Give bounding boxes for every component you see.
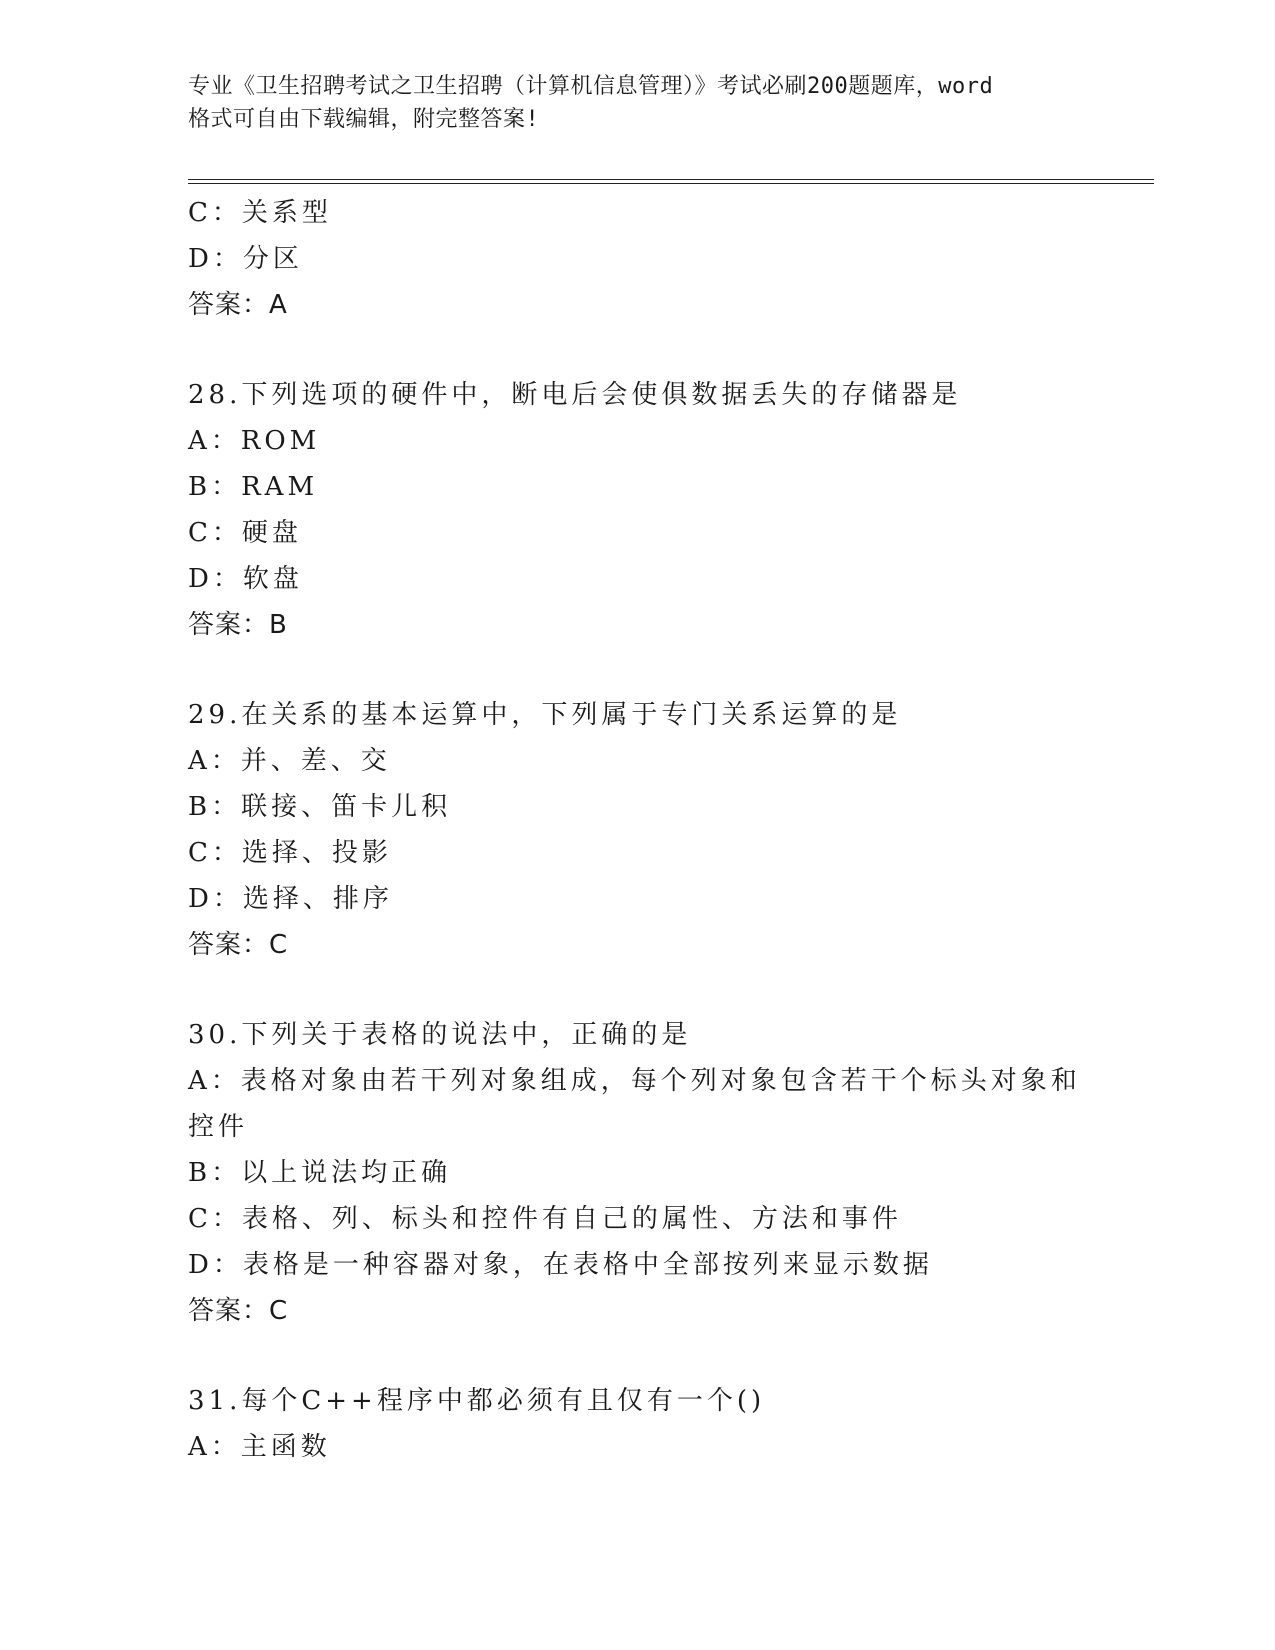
option-d: D：软盘 [188,564,303,594]
option-d: D：分区 [188,244,303,274]
header-divider-bottom [188,183,1154,184]
option-a: A：并、差、交 [188,746,391,776]
header-divider-top [188,179,1154,180]
question-block-29 [188,692,1088,968]
question-block-31 [188,1378,1088,1470]
option-a: A：主函数 [188,1432,331,1462]
option-d: D：选择、排序 [188,884,393,914]
option-b: B：以上说法均正确 [188,1158,452,1188]
option-a: A：表格对象由若干列对象组成，每个列对象包含若干个标头对象和控件 [188,1066,1081,1142]
option-c: C：硬盘 [188,518,302,548]
option-b: B：联接、笛卡儿积 [188,792,452,822]
option-c: C：选择、投影 [188,838,392,868]
question-block-partial [188,190,1088,328]
option-b: B：RAM [188,472,319,502]
option-d: D：表格是一种容器对象，在表格中全部按列来显示数据 [188,1250,933,1280]
answer-line: 答案：A [188,290,288,320]
question-stem: 30.下列关于表格的说法中，正确的是 [188,1020,692,1050]
answer-line: 答案：B [188,610,288,640]
header-line-1: 专业《卫生招聘考试之卫生招聘（计算机信息管理）》考试必刷200题题库，word [188,74,994,99]
option-c: C：关系型 [188,198,332,228]
document-header [188,70,1088,136]
question-stem: 29.在关系的基本运算中，下列属于专门关系运算的是 [188,700,902,730]
answer-line: 答案：C [188,930,289,960]
option-a: A：ROM [188,426,321,456]
question-stem: 28.下列选项的硬件中，断电后会使俱数据丢失的存储器是 [188,380,962,410]
question-list [188,190,1088,1470]
question-block-30 [188,1012,1088,1334]
question-stem: 31.每个C++程序中都必须有且仅有一个() [188,1386,766,1416]
question-block-28 [188,372,1088,648]
answer-line: 答案：C [188,1296,289,1326]
option-c: C：表格、列、标头和控件有自己的属性、方法和事件 [188,1204,902,1234]
header-line-2: 格式可自由下载编辑，附完整答案! [188,107,540,132]
